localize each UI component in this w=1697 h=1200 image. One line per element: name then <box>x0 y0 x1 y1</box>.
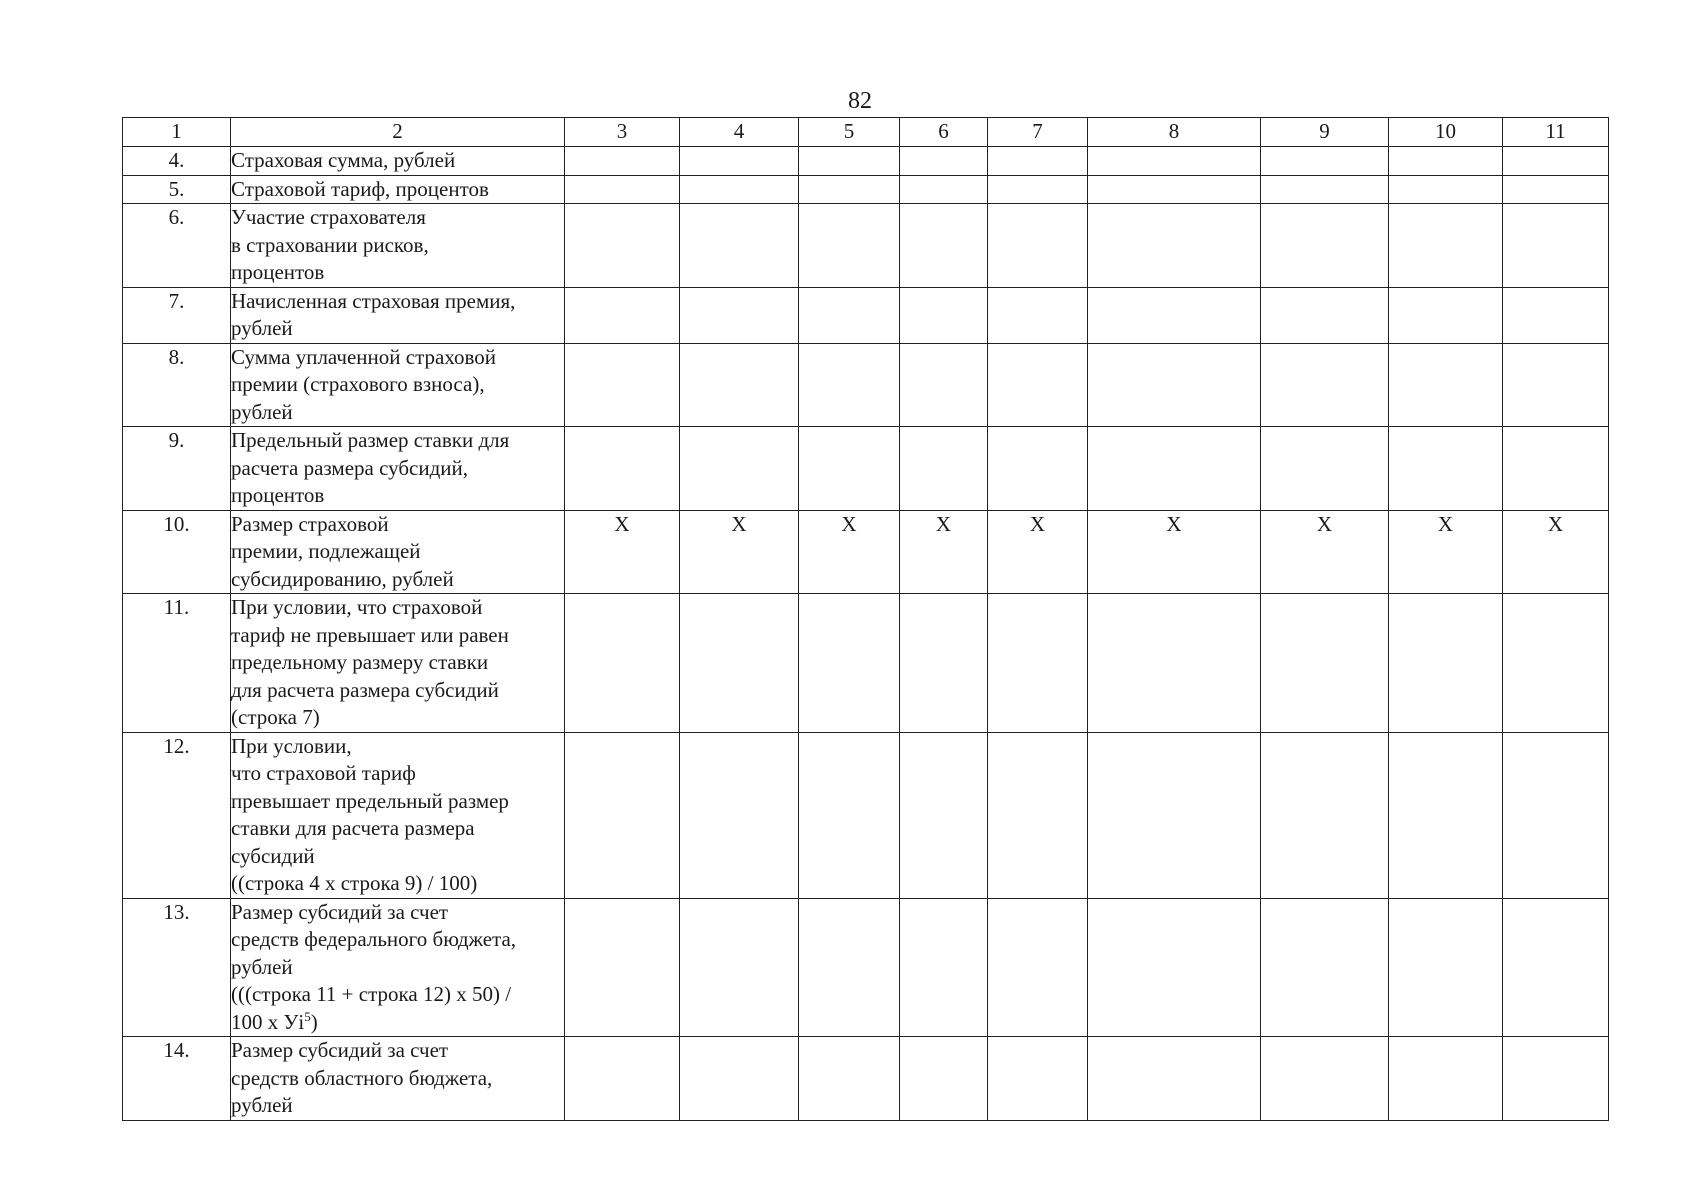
description-line <box>231 899 564 927</box>
description-line-text: Страховой тариф, процентов <box>231 176 489 201</box>
value-cell <box>1389 147 1503 176</box>
description-line <box>231 981 564 1009</box>
value-cell <box>680 594 799 733</box>
description-line <box>231 1065 564 1093</box>
row-description <box>231 732 565 898</box>
value-cell <box>988 287 1088 343</box>
value-cell <box>1088 898 1261 1037</box>
value-cell: Х <box>988 510 1088 594</box>
table-row <box>123 898 1609 1037</box>
row-number: 9. <box>123 427 231 511</box>
column-number: 3 <box>565 118 680 147</box>
description-line-text: процентов <box>231 483 325 507</box>
value-cell <box>1088 175 1261 204</box>
value-cell <box>1503 594 1609 733</box>
value-cell <box>1503 343 1609 427</box>
value-cell <box>565 343 680 427</box>
page-number: 82 <box>848 88 872 114</box>
description-line-text: рублей <box>231 316 293 340</box>
value-cell <box>565 1037 680 1121</box>
table-row <box>123 510 1609 594</box>
value-cell <box>988 147 1088 176</box>
table-row <box>123 1037 1609 1121</box>
description-line-text: превышает предельный размер <box>231 788 509 813</box>
description-line-text: Размер субсидий за счет <box>231 899 449 924</box>
value-cell: Х <box>565 510 680 594</box>
value-cell <box>1261 594 1389 733</box>
value-cell <box>799 175 900 204</box>
description-line <box>231 259 564 287</box>
row-description <box>231 204 565 288</box>
value-cell <box>1088 427 1261 511</box>
value-cell: Х <box>1503 510 1609 594</box>
value-cell <box>680 147 799 176</box>
value-cell <box>988 732 1088 898</box>
description-line <box>231 344 564 372</box>
value-cell <box>1503 204 1609 288</box>
description-line-text: расчета размера субсидий, <box>231 455 469 480</box>
table-row <box>123 594 1609 733</box>
description-line <box>231 176 564 204</box>
column-number: 10 <box>1389 118 1503 147</box>
value-cell <box>680 898 799 1037</box>
value-cell <box>1389 204 1503 288</box>
description-line-text: ставки для расчета размера <box>231 816 475 840</box>
description-line-text: Страховая сумма, рублей <box>231 148 456 172</box>
value-cell <box>565 147 680 176</box>
value-cell <box>565 594 680 733</box>
value-cell <box>900 1037 988 1121</box>
value-cell <box>1261 1037 1389 1121</box>
description-line <box>231 870 564 898</box>
row-number: 12. <box>123 732 231 898</box>
description-line-text: субсидированию, рублей <box>231 566 454 591</box>
value-cell <box>988 1037 1088 1121</box>
value-cell <box>680 175 799 204</box>
value-cell <box>988 175 1088 204</box>
description-line <box>231 788 564 816</box>
row-number: 7. <box>123 287 231 343</box>
description-line <box>231 760 564 788</box>
row-description <box>231 147 565 176</box>
value-cell <box>1088 732 1261 898</box>
description-line <box>231 815 564 843</box>
description-line <box>231 954 564 982</box>
description-line <box>231 371 564 399</box>
value-cell <box>900 175 988 204</box>
description-line <box>231 622 564 650</box>
value-cell <box>565 898 680 1037</box>
description-line <box>231 315 564 343</box>
value-cell <box>1088 287 1261 343</box>
value-cell <box>900 898 988 1037</box>
description-line <box>231 677 564 705</box>
description-line-text: (строка 7) <box>231 705 320 729</box>
value-cell <box>988 343 1088 427</box>
description-line <box>231 147 564 175</box>
value-cell <box>900 343 988 427</box>
column-number: 9 <box>1261 118 1389 147</box>
value-cell <box>900 147 988 176</box>
value-cell <box>900 287 988 343</box>
value-cell <box>1503 287 1609 343</box>
value-cell <box>799 287 900 343</box>
value-cell <box>900 204 988 288</box>
row-description <box>231 287 565 343</box>
description-line <box>231 649 564 677</box>
value-cell <box>1261 732 1389 898</box>
description-line-text: рублей <box>231 954 293 979</box>
column-number: 7 <box>988 118 1088 147</box>
description-line <box>231 566 564 594</box>
value-cell <box>680 1037 799 1121</box>
row-number: 6. <box>123 204 231 288</box>
description-line-text: Предельный размер ставки для <box>231 428 510 452</box>
value-cell <box>799 147 900 176</box>
column-number: 11 <box>1503 118 1609 147</box>
description-line-text: 100 х Уi <box>231 1009 305 1034</box>
value-cell <box>1503 175 1609 204</box>
value-cell <box>1261 204 1389 288</box>
value-cell: Х <box>900 510 988 594</box>
value-cell <box>1261 147 1389 176</box>
table-row <box>123 732 1609 898</box>
description-line-text: Размер субсидий за счет <box>231 1038 449 1062</box>
value-cell <box>799 1037 900 1121</box>
value-cell <box>1503 898 1609 1037</box>
value-cell <box>1088 147 1261 176</box>
row-number: 13. <box>123 898 231 1037</box>
value-cell: Х <box>1389 510 1503 594</box>
row-description <box>231 175 565 204</box>
description-line-text: премии (страхового взноса), <box>231 372 485 396</box>
description-line <box>231 399 564 427</box>
description-line-text: Начисленная страховая премия, <box>231 288 516 313</box>
value-cell <box>1261 898 1389 1037</box>
table-row <box>123 175 1609 204</box>
description-line-text: Размер страховой <box>231 511 389 536</box>
value-cell <box>799 204 900 288</box>
description-line <box>231 843 564 871</box>
footnote-superscript: 5 <box>304 1008 311 1024</box>
description-line-text: что страховой тариф <box>231 761 416 785</box>
value-cell <box>1389 594 1503 733</box>
value-cell <box>799 594 900 733</box>
description-line <box>231 288 564 316</box>
value-cell <box>680 732 799 898</box>
table-row <box>123 427 1609 511</box>
value-cell <box>680 287 799 343</box>
description-line-text: тариф не превышает или равен <box>231 622 509 647</box>
description-line <box>231 926 564 954</box>
subsidy-calculation-table <box>122 117 1609 1121</box>
value-cell <box>799 732 900 898</box>
value-cell <box>565 427 680 511</box>
description-line-text: в страховании рисков, <box>231 232 429 257</box>
value-cell <box>1261 287 1389 343</box>
description-line-text: (((строка 11 + строка 12) х 50) / <box>231 982 512 1006</box>
value-cell <box>1389 343 1503 427</box>
value-cell <box>565 204 680 288</box>
column-number: 6 <box>900 118 988 147</box>
row-number: 8. <box>123 343 231 427</box>
description-line <box>231 427 564 455</box>
value-cell <box>1503 1037 1609 1121</box>
row-description <box>231 594 565 733</box>
value-cell: Х <box>1088 510 1261 594</box>
value-cell <box>1389 1037 1503 1121</box>
value-cell <box>1088 594 1261 733</box>
description-line <box>231 733 564 761</box>
table-body <box>123 118 1609 1121</box>
value-cell <box>900 427 988 511</box>
table-row <box>123 343 1609 427</box>
value-cell <box>1503 427 1609 511</box>
description-line-text: средств областного бюджета, <box>231 1065 493 1090</box>
table-row <box>123 147 1609 176</box>
description-line-text: для расчета размера субсидий <box>231 677 499 702</box>
description-line-text: рублей <box>231 1093 293 1117</box>
column-number: 1 <box>123 118 231 147</box>
closing-paren: ) <box>310 1009 318 1034</box>
value-cell <box>565 732 680 898</box>
value-cell <box>900 732 988 898</box>
value-cell <box>680 204 799 288</box>
value-cell <box>1389 175 1503 204</box>
description-line-text: При условии, <box>231 733 352 758</box>
description-line-text: субсидий <box>231 843 315 868</box>
table-row <box>123 287 1609 343</box>
value-cell <box>565 287 680 343</box>
row-number: 11. <box>123 594 231 733</box>
description-line-text: Сумма уплаченной страховой <box>231 344 497 369</box>
value-cell <box>1261 427 1389 511</box>
row-number: 10. <box>123 510 231 594</box>
column-number: 4 <box>680 118 799 147</box>
description-line-text: предельному размеру ставки <box>231 650 489 674</box>
description-line-text: процентов <box>231 260 325 284</box>
column-number: 8 <box>1088 118 1261 147</box>
value-cell <box>680 343 799 427</box>
value-cell <box>1088 204 1261 288</box>
value-cell <box>1261 343 1389 427</box>
description-line <box>231 1092 564 1120</box>
row-description <box>231 343 565 427</box>
value-cell <box>1261 175 1389 204</box>
value-cell <box>988 204 1088 288</box>
value-cell <box>900 594 988 733</box>
row-number: 5. <box>123 175 231 204</box>
column-number: 2 <box>231 118 565 147</box>
row-number: 14. <box>123 1037 231 1121</box>
description-line <box>231 232 564 260</box>
row-description <box>231 898 565 1037</box>
description-line-text: рублей <box>231 399 293 424</box>
value-cell <box>1503 147 1609 176</box>
value-cell: Х <box>680 510 799 594</box>
description-line <box>231 455 564 483</box>
description-line-text: ((строка 4 х строка 9) / 100) <box>231 871 478 895</box>
row-description <box>231 427 565 511</box>
table-row <box>123 204 1609 288</box>
value-cell: Х <box>1261 510 1389 594</box>
row-description <box>231 510 565 594</box>
description-line <box>231 1037 564 1065</box>
value-cell: Х <box>799 510 900 594</box>
value-cell <box>1389 427 1503 511</box>
row-number: 4. <box>123 147 231 176</box>
description-line <box>231 538 564 566</box>
value-cell <box>988 898 1088 1037</box>
column-number-row <box>123 118 1609 147</box>
description-line <box>231 511 564 539</box>
description-line-text: При условии, что страховой <box>231 595 483 619</box>
value-cell <box>1088 343 1261 427</box>
description-line <box>231 1009 564 1037</box>
value-cell <box>799 898 900 1037</box>
description-line <box>231 204 564 232</box>
description-line <box>231 482 564 510</box>
description-line-text: средств федерального бюджета, <box>231 927 517 951</box>
value-cell <box>680 427 799 511</box>
value-cell <box>988 427 1088 511</box>
value-cell <box>799 343 900 427</box>
description-line-text: Участие страхователя <box>231 205 426 229</box>
row-description <box>231 1037 565 1121</box>
value-cell <box>1389 287 1503 343</box>
description-line <box>231 594 564 622</box>
description-line <box>231 704 564 732</box>
description-line-text: премии, подлежащей <box>231 539 421 563</box>
column-number: 5 <box>799 118 900 147</box>
value-cell <box>1389 732 1503 898</box>
value-cell <box>565 175 680 204</box>
value-cell <box>1088 1037 1261 1121</box>
value-cell <box>1503 732 1609 898</box>
value-cell <box>1389 898 1503 1037</box>
value-cell <box>988 594 1088 733</box>
value-cell <box>799 427 900 511</box>
